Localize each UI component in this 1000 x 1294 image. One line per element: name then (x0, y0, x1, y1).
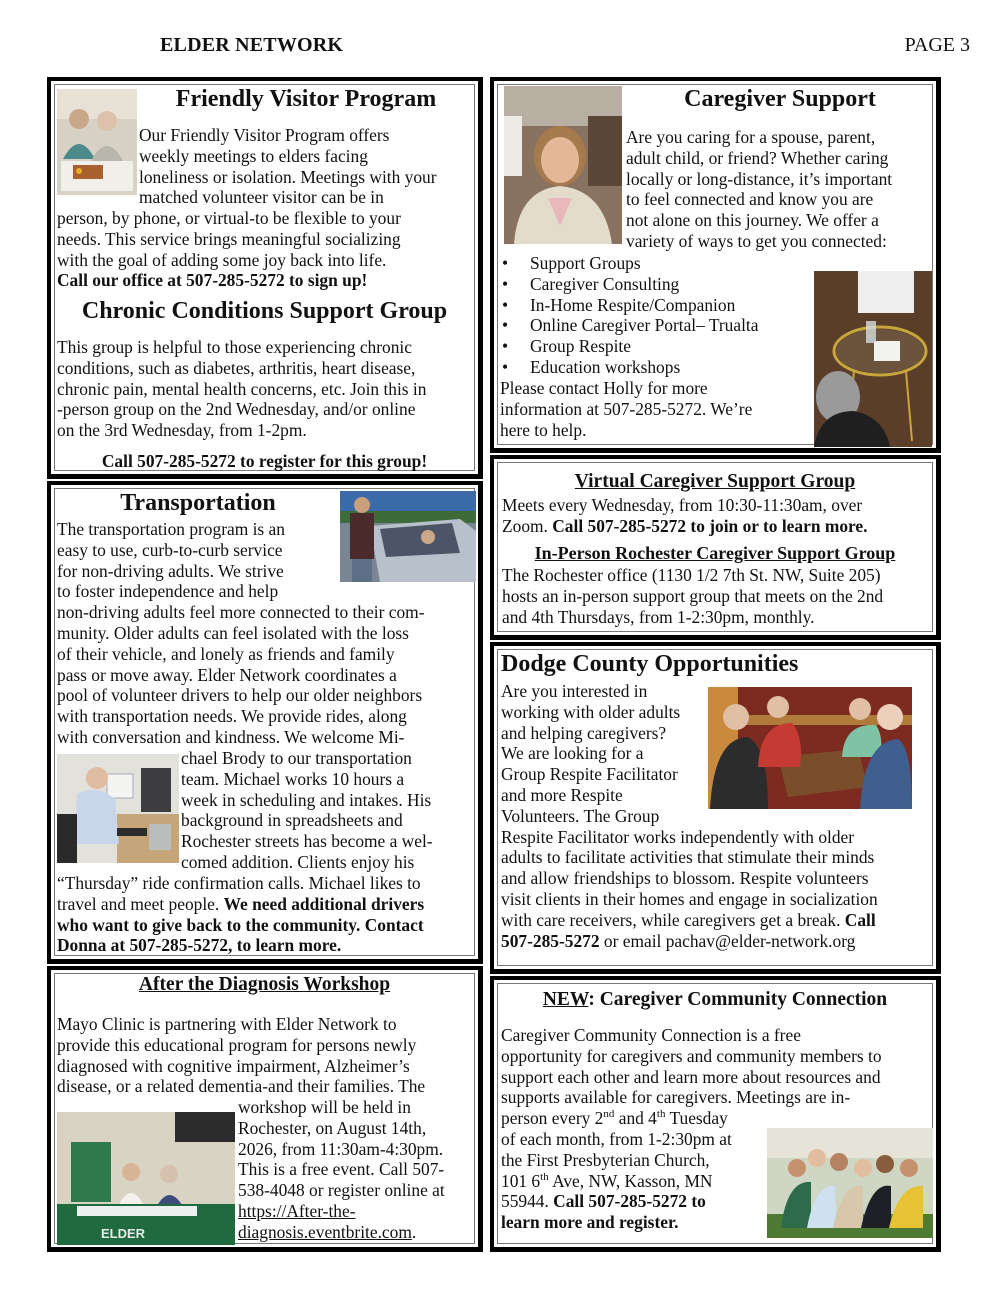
text-line: information at 507-285-5272. We’re (500, 398, 753, 419)
text-run: person every 2 (501, 1108, 604, 1129)
chronic-conditions-cta: Call 507-285-5272 to register for this group! (101, 451, 428, 471)
friendly-visitor-body (139, 125, 437, 208)
text-line: to feel connected and know you are (626, 189, 874, 210)
text-line: non-driving adults feel more connected to their com- (57, 602, 425, 623)
text-line: support each other and learn more about resources and (501, 1066, 881, 1087)
caregiver-support-intro (626, 127, 892, 252)
service-item: • Education workshops (500, 357, 758, 378)
caregiver-support-title: Caregiver Support (684, 86, 876, 112)
text-line: week in scheduling and intakes. His (181, 789, 432, 810)
text-line: conditions, such as diabetes, arthritis, heart disease, (57, 357, 416, 378)
virtual-group-title: Virtual Caregiver Support Group (574, 471, 856, 492)
text-line: chael Brody to our transportation (181, 748, 412, 768)
text-line: Please contact Holly for more (500, 378, 708, 398)
text-run: . (411, 1221, 417, 1242)
ordinal: th (540, 1170, 549, 1183)
text-line: the First Presbyterian Church, (501, 1149, 710, 1170)
friendly-visitor-photo (57, 89, 137, 195)
text-line: loneliness or isolation. Meetings with your (139, 166, 437, 187)
transportation-body-bottom (57, 873, 424, 956)
ordinal: nd (603, 1108, 615, 1121)
text-run: with care receivers, while caregivers get a break. (501, 909, 841, 930)
transportation-title: Transportation (120, 490, 276, 516)
text-line: of their vehicle, and lonely as friends and family (57, 643, 395, 664)
community-group-photo (767, 1128, 933, 1238)
text-line: pass or move away. Elder Network coordinates a (57, 664, 397, 685)
text-line: with the goal of adding some joy back into life. (57, 249, 387, 270)
text-line: disease, or a related dementia-and their families. The (57, 1076, 426, 1097)
title-text: : Caregiver Community Connection (588, 989, 888, 1010)
text-line: pool of volunteer drivers to help our older neighbors (57, 685, 423, 706)
after-diagnosis-section (47, 966, 483, 1252)
text-line: and more Respite (501, 784, 623, 805)
text-line: person, by phone, or virtual-to be flexible to your (57, 208, 401, 228)
text-line: munity. Older adults can feel isolated with the loss (57, 622, 409, 643)
dodge-county-section (490, 642, 941, 974)
ordinal: th (656, 1108, 666, 1121)
service-item: • In-Home Respite/Companion (500, 295, 758, 316)
text-line: The Rochester office (1130 1/2 7th St. NW, Suite 205) (502, 565, 881, 585)
text-line: and allow friendships to blossom. Respite volunteers (501, 868, 869, 889)
text-line: background in spreadsheets and (181, 810, 403, 831)
text-line: Our Friendly Visitor Program offers (139, 125, 390, 145)
service-item: • Group Respite (500, 336, 758, 357)
transportation-cta: who want to give back to the community. Contact (57, 914, 424, 935)
text-line: for non-driving adults. We strive (57, 560, 284, 581)
text-line: Rochester streets has become a wel- (181, 831, 433, 852)
text-line: Mayo Clinic is partnering with Elder Network to (57, 1014, 397, 1034)
text-line: 2026, from 11:30am-4:30pm. (238, 1138, 444, 1159)
publication-name: ELDER NETWORK (160, 34, 344, 56)
text-line: to foster independence and help (57, 581, 279, 602)
text-line: hosts an in-person support group that meets on the 2nd (502, 585, 884, 606)
inperson-group-title: In-Person Rochester Caregiver Support Group (534, 543, 896, 563)
transportation-body-wrap (181, 748, 433, 873)
transportation-cta: We need additional drivers (223, 893, 425, 914)
text-line (501, 1108, 882, 1129)
volunteers-photo (708, 687, 912, 809)
dodge-email: or email pachav@elder-network.org (603, 930, 856, 951)
dodge-county-title: Dodge County Opportunities (501, 651, 799, 677)
michael-brody-photo (57, 754, 179, 863)
service-item: • Support Groups (500, 253, 758, 274)
text-line: -person group on the 2nd Wednesday, and/or online (57, 399, 416, 420)
text-line: Are you caring for a spouse, parent, (626, 127, 876, 147)
page-number: PAGE 3 (904, 34, 970, 56)
text-line: matched volunteer visitor can be in (139, 187, 384, 208)
text-run: 55944. (501, 1191, 554, 1212)
transportation-cta: Donna at 507-285-5272, to learn more. (57, 935, 342, 956)
text-line: We are looking for a (501, 743, 644, 764)
friendly-visitor-section (47, 77, 483, 479)
text-line: comed addition. Clients enjoy his (181, 851, 415, 872)
text-line: opportunity for caregivers and community members to (501, 1045, 882, 1066)
text-line: supports available for caregivers. Meetings are in- (501, 1087, 851, 1108)
inperson-group-body (502, 565, 883, 627)
text-line (57, 894, 424, 915)
new-badge: NEW (542, 989, 589, 1010)
text-run: Zoom. (502, 515, 548, 536)
friendly-visitor-body-cont (57, 208, 401, 291)
text-line: working with older adults (501, 701, 681, 722)
community-cta: Call 507-285-5272 to (553, 1191, 706, 1212)
text-line: Meets every Wednesday, from 10:30-11:30am, over (502, 495, 863, 515)
holly-portrait-photo (504, 86, 622, 244)
text-line: adult child, or friend? Whether caring (626, 147, 889, 168)
text-line: This is a free event. Call 507- (238, 1159, 445, 1180)
text-line: variety of ways to get you connected: (626, 230, 887, 251)
text-line: of each month, from 1-2:30pm at (501, 1128, 732, 1149)
community-connection-section (490, 976, 941, 1252)
text-line: adults to facilitate activities that stimulate their minds (501, 847, 875, 868)
text-line: locally or long-distance, it’s important (626, 168, 893, 189)
text-line: and 4th Thursdays, from 1-2:30pm, monthly. (502, 606, 815, 627)
text-line: weekly meetings to elders facing (139, 145, 368, 166)
registration-link[interactable]: https://After-the- (238, 1200, 356, 1221)
text-line: easy to use, curb-to-curb service (57, 539, 283, 560)
text-line: Are you interested in (501, 681, 648, 701)
text-line: provide this educational program for persons newly (57, 1034, 417, 1055)
text-line: Group Respite Facilitator (501, 764, 678, 785)
transportation-section (47, 481, 483, 964)
after-diagnosis-body-wrap (238, 1097, 445, 1243)
text-line: “Thursday” ride confirmation calls. Michael likes to (57, 873, 421, 893)
text-line: diagnosed with cognitive impairment, Alzheimer’s (57, 1055, 410, 1076)
community-cta: learn more and register. (501, 1212, 679, 1233)
after-diagnosis-body (57, 1014, 425, 1097)
text-line: 538-4048 or register online at (238, 1180, 445, 1201)
workshop-booth-photo (57, 1112, 235, 1245)
text-line: workshop will be held in (238, 1097, 411, 1117)
text-line: and helping caregivers? (501, 722, 667, 743)
friendly-visitor-title: Friendly Visitor Program (175, 86, 437, 112)
registration-link[interactable]: diagnosis.eventbrite.com (238, 1221, 412, 1242)
text-line: Rochester, on August 14th, (238, 1117, 427, 1138)
text-line: not alone on this journey. We offer a (626, 210, 879, 231)
service-item: • Caregiver Consulting (500, 274, 758, 295)
after-diagnosis-title: After the Diagnosis Workshop (138, 974, 391, 995)
caregiver-support-section (490, 77, 941, 453)
caregiver-services-list (500, 253, 758, 378)
text-line: team. Michael works 10 hours a (181, 768, 405, 789)
text-run: and 4 (614, 1108, 657, 1129)
virtual-group-cta: Call 507-285-5272 to join or to learn more. (552, 515, 868, 536)
text-line: The transportation program is an (57, 519, 285, 539)
text-line: chronic pain, mental health concerns, etc. Join this in (57, 378, 427, 399)
text-run: travel and meet people. (57, 893, 220, 914)
caregiver-contact (500, 378, 752, 440)
text-line: here to help. (500, 419, 587, 440)
text-line: Respite Facilitator works independently with older (501, 826, 855, 847)
text-line: needs. This service brings meaningful socializing (57, 228, 401, 249)
text-line: with conversation and kindness. We welcome Mi- (57, 726, 405, 747)
friendly-visitor-cta: Call our office at 507-285-5272 to sign up! (57, 270, 368, 291)
dodge-phone: 507-285-5272 (501, 930, 600, 951)
text-run: Tuesday (665, 1108, 728, 1129)
text-line: visit clients in their homes and engage in socialization (501, 888, 878, 909)
virtual-group-body (502, 495, 868, 537)
text-line: on the 3rd Wednesday, from 1-2pm. (57, 420, 307, 441)
chronic-conditions-body (57, 337, 426, 441)
elder-network-logo-text: ELDER (101, 1226, 146, 1241)
text-line: with transportation needs. We provide rides, along (57, 706, 407, 727)
text-line: Volunteers. The Group (501, 805, 660, 826)
transportation-body-top (57, 519, 425, 748)
text-run: Ave, NW, Kasson, MN (548, 1170, 713, 1191)
support-groups-section (490, 455, 941, 640)
service-item: • Online Caregiver Portal– Trualta (500, 315, 758, 336)
text-line: This group is helpful to those experiencing chronic (57, 337, 412, 357)
community-connection-title (494, 989, 936, 1011)
dodge-cta: Call (844, 909, 876, 930)
text-run: 101 6 (501, 1170, 541, 1191)
chronic-conditions-title: Chronic Conditions Support Group (81, 298, 448, 324)
text-line: Caregiver Community Connection is a free (501, 1025, 801, 1045)
counseling-photo (814, 271, 932, 447)
